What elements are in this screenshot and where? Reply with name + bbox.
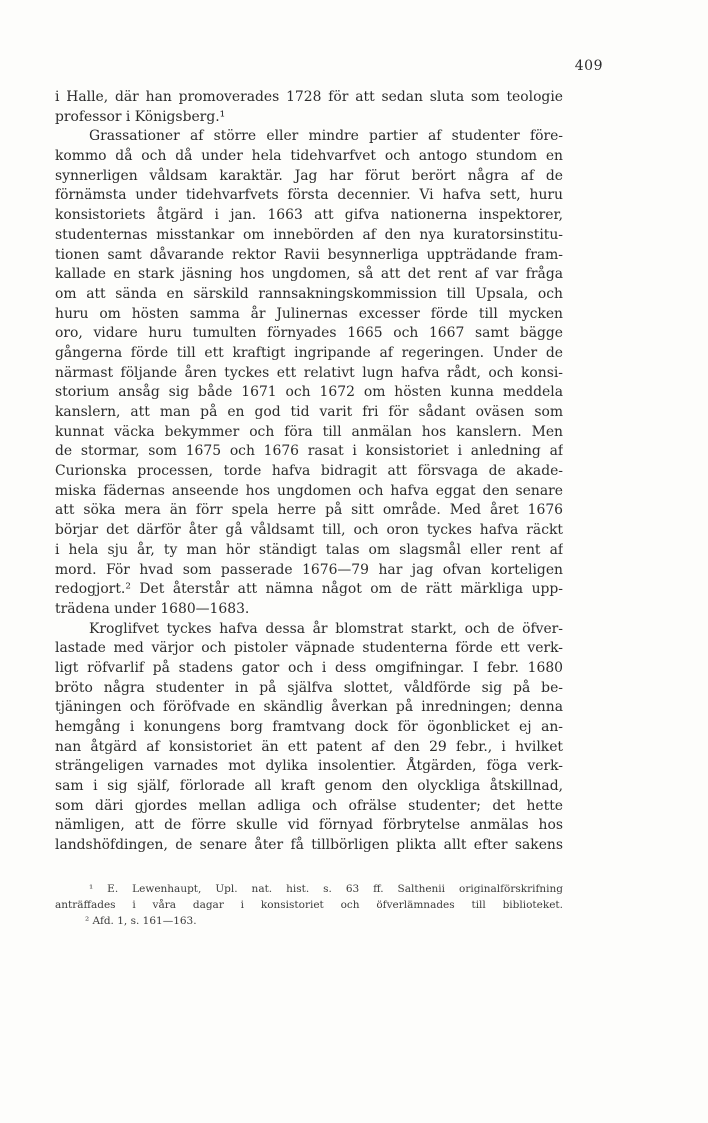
text-line: börjar det därför åter gå våldsamt till, och oron tyckes hafva räckt [55, 522, 563, 539]
body-text [55, 88, 563, 856]
text-line: Kroglifvet tyckes hafva dessa år blomstrat starkt, och de öfver- [89, 620, 563, 637]
text-line: bröto några studenter in på själfva slottet, våldförde sig på be- [55, 679, 563, 696]
text-line: oro, vidare huru tumulten förnyades 1665 och 1667 samt bägge [55, 325, 563, 342]
page-number: 409 [574, 58, 603, 74]
text-line: förnämsta under tidehvarfvets första decennier. Vi hafva sett, huru [55, 187, 563, 204]
text-line: landshöfdingen, de senare åter få tillbörligen plikta allt efter sakens [55, 837, 563, 854]
text-line: mord. För hvad som passerade 1676—79 har jag ofvan korteligen [55, 561, 563, 578]
text-line: redogjort.² Det återstår att nämna något om de rätt märkliga upp- [55, 581, 563, 598]
text-line: nan åtgärd af konsistoriet än ett patent af den 29 febr., i hvilket [55, 738, 563, 755]
text-line: synnerligen våldsam karaktär. Jag har förut berört några af de [55, 167, 563, 184]
text-line: kallade en stark jäsning hos ungdomen, så att det rent af var fråga [55, 266, 563, 283]
footnote-line: ¹ E. Lewenhaupt, Upl. nat. hist. s. 63 ff. Salthenii originalförskrifning [89, 883, 563, 895]
text-line: närmast följande åren tyckes ett relativt lugn hafva rådt, och konsi- [55, 364, 563, 381]
text-line: Grassationer af större eller mindre partier af studenter före- [89, 128, 563, 145]
text-line: i Halle, där han promoverades 1728 för att sedan sluta som teologie [55, 89, 563, 105]
text-line: som däri gjordes mellan adliga och ofrälse studenter; det hette [55, 797, 563, 814]
text-line: trädena under 1680—1683. [55, 600, 250, 617]
text-line: sam i sig själf, förlorade all kraft genom den olyckliga åtskillnad, [55, 778, 563, 795]
text-line: strängeligen varnades mot dylika insolentier. Åtgärden, föga verk- [55, 758, 563, 775]
text-line: kommo då och då under hela tidehvarfvet och antogo stundom en [55, 148, 563, 165]
text-line: tjäningen och föröfvade en skändlig åverkan på inredningen; denna [55, 699, 563, 716]
text-line: Curionska processen, torde hafva bidragit att försvaga de akade- [55, 463, 563, 480]
text-line: huru om hösten samma år Julinernas excesser förde till mycken [55, 305, 563, 322]
text-line: kanslern, att man på en god tid varit fri för sådant oväsen som [55, 404, 563, 420]
text-line: storium ansåg sig både 1671 och 1672 om hösten kunna meddela [55, 384, 563, 401]
footnote-line: ² Afd. 1, s. 161—163. [85, 915, 197, 927]
text-line: nämligen, att de förre skulle vid förnyad förbrytelse anmälas hos [55, 817, 563, 834]
text-line: professor i Königsberg.¹ [55, 108, 226, 125]
text-line: kunnat väcka bekymmer och föra till anmälan hos kanslern. Men [55, 423, 563, 440]
text-line: lastade med värjor och pistoler väpnade studenterna förde ett verk- [55, 640, 563, 657]
text-line: hemgång i konungens borg framtvang dock för ögonblicket ej an- [55, 719, 563, 735]
text-line: gångerna förde till ett kraftigt ingripande af regeringen. Under de [55, 344, 563, 361]
text-line: ligt röfvarlif på stadens gator och i dess omgifningar. I febr. 1680 [55, 659, 563, 676]
text-line: tionen samt dåvarande rektor Ravii besynnerliga uppträdande fram- [55, 246, 563, 263]
text-line: konsistoriets åtgärd i jan. 1663 att gifva nationerna inspektorer, [55, 207, 563, 224]
footnotes [55, 881, 563, 929]
text-line: studenternas misstankar om innebörden af den nya kuratorsinstitu- [55, 226, 563, 243]
text-line: att söka mera än förr spela herre på sitt område. Med året 1676 [55, 502, 563, 519]
text-line: miska fädernas anseende hos ungdomen och hafva eggat den senare [55, 482, 563, 499]
text-line: i hela sju år, ty man hör ständigt talas om slagsmål eller rent af [55, 541, 563, 558]
text-line: de stormar, som 1675 och 1676 rasat i konsistoriet i anledning af [55, 443, 563, 460]
footnote-line: anträffades i våra dagar i konsistoriet och öfverlämnades till biblioteket. [55, 899, 563, 911]
text-line: om att sända en särskild rannsakningskommission till Upsala, och [55, 285, 563, 302]
